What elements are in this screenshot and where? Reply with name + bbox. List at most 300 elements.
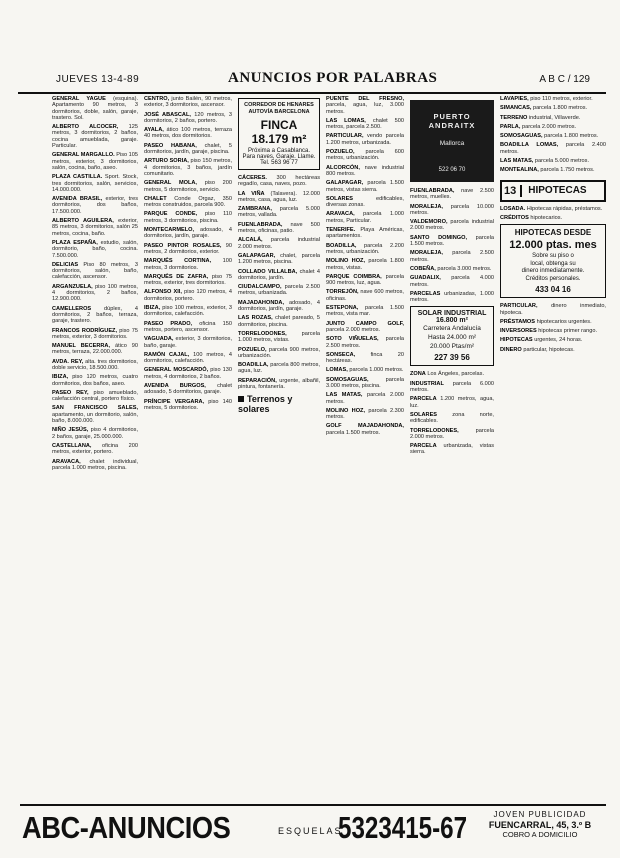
classified-ad	[144, 196, 232, 209]
classified-ad	[144, 289, 232, 302]
classified-ad-body: parcela 10.000 metros.	[410, 203, 494, 216]
classified-ad	[52, 96, 138, 121]
footer-agency-address: FUENCARRAL, 45, 3.º B	[488, 820, 592, 830]
classified-ad-body: parcela 5.000 metros.	[534, 158, 590, 165]
classified-ad	[144, 180, 232, 193]
classified-ad-heading: CÁCERES.	[238, 175, 267, 181]
classified-ad-body: 100 metros, 3 dormitorios.	[144, 258, 232, 271]
classified-ad-heading: MARQUÉS CORTINA,	[144, 258, 212, 265]
classified-ad-body: industrial, Villaverde.	[528, 114, 581, 121]
classified-ad-heading: PLAZA ESPAÑA,	[52, 239, 98, 246]
solar-ad-phone: 227 39 56	[434, 353, 470, 363]
classified-ad-body: piso 100 metros, 4 dormitorios, 2 baños, 12.900.000.	[52, 283, 138, 303]
classified-ad-body: alta. tres dormitorios, doble servicio, 18.500.000.	[52, 358, 138, 371]
classified-ad-body: finca 20 hectáreas.	[326, 351, 404, 365]
classified-ad	[238, 175, 320, 188]
classified-ad	[326, 305, 404, 318]
finca-ad	[238, 98, 320, 170]
classified-ad	[500, 158, 606, 164]
classified-ad-heading: TERRENO	[500, 114, 528, 121]
section-marker-icon	[238, 396, 244, 402]
classified-ad-heading: ALCALÁ,	[238, 237, 263, 244]
classified-ad	[52, 262, 138, 281]
classified-ad	[410, 266, 494, 272]
classified-ad-heading: POZUELO,	[238, 346, 267, 353]
classified-ad-body: hipotecarios urgentes.	[536, 318, 592, 325]
classified-ad-heading: SANTO DOMINGO,	[410, 234, 468, 241]
classified-ad	[52, 306, 138, 325]
footer-agency-note: COBRO A DOMICILIO	[502, 830, 578, 839]
hipotecas-ad-line-4: Créditos personales.	[525, 275, 581, 282]
classified-ad-body: adosado, 4 dormitorios, jardín, garaje.	[238, 299, 320, 313]
andraitx-ad-phone: 522 06 70	[438, 167, 466, 173]
column-1	[52, 96, 138, 804]
classified-ad-body: hipotecas primer rango.	[538, 328, 598, 335]
column-5-list-b	[410, 371, 494, 455]
classified-ad	[144, 383, 232, 396]
classified-ad-heading: NIÑO JESÚS,	[52, 427, 89, 434]
classified-ad	[326, 274, 404, 287]
classified-ad-heading: GALAPAGAR,	[238, 252, 276, 259]
classified-ad-heading: LAS ROZAS,	[238, 315, 273, 322]
solar-industrial-ad	[410, 306, 494, 366]
classified-ad	[238, 331, 320, 344]
classified-ad	[326, 321, 404, 334]
classified-ad-heading: TORREJÓN,	[326, 289, 359, 296]
classified-ad-heading: IBIZA,	[144, 305, 161, 312]
hipotecas-ad-line-3: dinero inmediatamente.	[521, 268, 585, 275]
classified-ad	[410, 412, 494, 425]
classified-ad-heading: MOLINO HOZ,	[326, 407, 366, 414]
finca-ad-phone: Tel. 563 96 77	[260, 160, 298, 166]
classified-ad-body: parcela 2.500 metros.	[410, 250, 494, 263]
classified-ad-heading: ZAMBRANA,	[238, 206, 272, 213]
classified-ad-heading: TENERIFE.	[326, 227, 356, 234]
classified-ad-heading: PARCELA	[410, 396, 437, 403]
classified-ad-heading: PARQUE CONDE,	[144, 211, 198, 218]
classified-ad	[410, 396, 494, 409]
classified-ad	[52, 218, 138, 237]
classified-ad	[52, 152, 138, 171]
classified-ad-heading: MONTECARMELO,	[144, 227, 195, 234]
classified-ad	[144, 258, 232, 271]
footer-agency-name: JOVEN PUBLICIDAD	[493, 810, 587, 819]
classified-ad-heading: CAMELLEROS	[52, 305, 92, 312]
classified-ad	[144, 305, 232, 318]
column-5-list-a	[410, 188, 494, 303]
footer-phone: 5323415-67	[338, 810, 468, 845]
classified-ad-body: urbanizada, vistas sierra.	[410, 443, 494, 456]
classified-ad-heading: AVENIDA BRASIL,	[52, 196, 103, 203]
section-hipotecas-label: HIPOTECAS	[528, 185, 587, 197]
hipotecas-ad-line-1: Sobre su piso o	[532, 253, 574, 260]
classified-ad-body: piso 200 metros, 5 dormitorios, servicio.	[144, 180, 232, 193]
footer-agency	[476, 810, 604, 840]
classified-ad-body: exterior, 85 metros, 3 dormitorios, salón 25 metros, cocina, baño.	[52, 218, 138, 237]
classified-ad-body: ático 90 metros, terraza, 22.000.000.	[52, 343, 138, 356]
classified-ad-heading: FUENLABRADA,	[238, 221, 283, 228]
classified-ad	[52, 374, 138, 387]
classified-ad-heading: PASEO HABANA,	[144, 142, 197, 149]
classified-ad-body: piso amueblado, calefacción central, portero físico.	[52, 389, 138, 403]
classified-ad-body: chalet pareado, 5 dormitorios, piscina.	[238, 315, 320, 328]
classified-ad-body: 1.200 metros, agua, luz.	[410, 396, 494, 409]
classified-ad-body: parcela 2.400 metros.	[500, 142, 606, 155]
footer-brand: ABC-ANUNCIOS	[22, 810, 231, 845]
classified-ad	[238, 269, 320, 282]
classified-ad	[52, 174, 138, 193]
classified-ad	[52, 427, 138, 440]
classified-ad	[326, 196, 404, 209]
classified-ad-heading: BOADILLA,	[238, 362, 269, 369]
classified-ad-body: exterior, tres dormitorios, dos baños, 17.500.000.	[52, 196, 138, 215]
classified-ad-heading: SOMOSAGUAS,	[500, 133, 543, 140]
classified-ad-body: piso 4 dormitorios, 2 baños, garaje, 25.000.000.	[52, 427, 138, 440]
classified-ad-heading: LOSADA.	[500, 205, 526, 212]
classified-ad-body: piso 140 metros, 5 dormitorios.	[144, 398, 232, 411]
classified-ad	[238, 253, 320, 266]
classified-ad-heading: RAMÓN CAJAL,	[144, 351, 190, 358]
classified-ad-body: parcela 800 metros, agua, luz.	[238, 362, 320, 375]
classified-ad-heading: ALBERTO ALCOCER,	[52, 124, 119, 131]
classified-ad-body: parcela 1.800 metros.	[532, 105, 588, 112]
classified-ad-body: Los Ángeles, parcelas.	[427, 371, 485, 378]
classified-ad-heading: LAS MATAS,	[500, 158, 534, 165]
classified-ad-heading: ARAVACA,	[326, 211, 355, 218]
classified-ad-heading: CIUDALCAMPO,	[238, 284, 282, 291]
classified-ad	[410, 443, 494, 456]
classified-ad	[410, 275, 494, 288]
classified-ad-heading: ALFONSO XII,	[144, 289, 182, 296]
classified-ad-body: chalet 4 dormitorios, jardín.	[238, 268, 320, 281]
classified-ad	[500, 206, 606, 212]
classified-ad-body: piso 130 metros, 4 dormitorios, 2 baños.	[144, 367, 232, 380]
puerto-andraitx-ad	[410, 100, 494, 182]
classified-ad-body: adosado, 4 dormitorios, jardín, garaje.	[144, 227, 232, 240]
classified-ad	[144, 158, 232, 177]
classified-ad-body: Playa Américas, apartamentos.	[326, 227, 404, 240]
column-3-list	[238, 175, 320, 390]
finca-ad-line-2: AUTOVÍA BARCELONA	[248, 109, 310, 115]
classified-ad-heading: PARTICULAR,	[326, 133, 364, 140]
hipotecas-ad-title: HIPOTECAS DESDE	[514, 228, 592, 238]
classified-ad-heading: POZUELO,	[326, 149, 355, 156]
footer-esquelas: ESQUELAS	[278, 826, 343, 836]
classified-ad-heading: SOLARES	[410, 411, 438, 418]
classified-ad-heading: MANUEL BECERRA,	[52, 343, 111, 350]
classified-ad-heading: SAN FRANCISCO SALES,	[52, 405, 138, 412]
column-6-list-b	[500, 206, 606, 222]
classified-ad-heading: SIMANCAS,	[500, 105, 532, 112]
classified-ad-body: urbanizadas, 1.000 metros.	[410, 290, 494, 304]
classified-ad-body: piso 110 metros, exterior.	[530, 96, 593, 102]
classified-ad-heading: MARQUÉS DE ZAFRA,	[144, 273, 209, 280]
classified-ad-body: parcela 600 metros, urbanización.	[326, 149, 404, 162]
classified-ad-body: piso 75 metros, exterior, 3 dormitorios.	[52, 327, 138, 340]
classified-ad-body: apartamento, un dormitorio, salón, baño, 8.000.000.	[52, 411, 138, 425]
column-4	[326, 96, 404, 804]
classified-ad-heading: FRANCOS RODRÍGUEZ,	[52, 327, 118, 334]
andraitx-ad-title: PUERTO ANDRAITX	[428, 112, 476, 130]
classified-ad	[144, 352, 232, 365]
classified-ad-heading: MOLINO HOZ,	[326, 258, 366, 265]
classified-ad-body: parcela 2.000 metros.	[326, 392, 404, 405]
classified-ad-body: piso 75 metros, exterior, tres dormitorios.	[144, 273, 232, 287]
classified-ad-heading: CHALET	[144, 195, 167, 202]
classified-ad-body: 90 metros, 2 dormitorios, exterior.	[144, 242, 232, 255]
classified-ad-body: parcela 2.200 metros, urbanización.	[326, 242, 404, 255]
finca-ad-text: Próxima a Casablanca. Para naves, Garaje. Llame.	[242, 148, 316, 160]
classified-ad-body: nave industrial 800 metros.	[326, 164, 404, 177]
classified-ad-body: Piso 80 metros, 3 dormitorios, salón, baño, calefacción, ascensor.	[52, 261, 138, 281]
finca-ad-headline: FINCA 18.179 m²	[251, 118, 307, 146]
classified-ad-heading: SOTO VIÑUELAS,	[326, 336, 379, 343]
classified-ad-body: chalet, 5 dormitorios, jardín, garaje, piscina.	[144, 142, 232, 156]
classified-ad-body: edificables, diversas zonas.	[326, 195, 404, 209]
classified-ad	[52, 343, 138, 356]
classified-ad	[144, 243, 232, 256]
classified-ad-body: vendo parcela 1.200 metros, urbanizada.	[326, 133, 404, 146]
classified-ad	[52, 359, 138, 372]
classified-ad-body: oficina 150 metros, portero, ascensor.	[144, 320, 232, 333]
classified-ad	[238, 315, 320, 328]
classified-ad	[500, 105, 606, 111]
classified-ad-heading: SONSECA,	[326, 351, 356, 358]
classified-ad	[52, 405, 138, 424]
classified-ad	[500, 124, 606, 130]
classified-ad	[144, 96, 232, 109]
classified-ad-heading: AVDA. REY,	[52, 358, 84, 365]
page-footer	[20, 804, 606, 856]
classified-ad-body: parcela 4.000 metros.	[410, 275, 494, 288]
issue-date: JUEVES 13-4-89	[56, 74, 140, 85]
hipotecas-ad-phone: 433 04 16	[535, 285, 571, 295]
classified-ad	[52, 284, 138, 303]
classified-ad	[500, 142, 606, 155]
classified-ad-heading: GOLF MAJADAHONDA,	[326, 423, 404, 430]
classified-ad-body: chalet adosado, 5 dormitorios, garaje.	[144, 382, 232, 396]
classified-ad	[238, 347, 320, 360]
classified-ad-body: nave 500 metros, oficinas, patio.	[238, 221, 320, 235]
classified-ad-heading: LAS MATAS,	[326, 392, 363, 399]
classified-ad-body: piso 120 metros, cuatro dormitorios, dos baños, aseo.	[52, 374, 138, 387]
classified-ad	[326, 336, 404, 349]
classified-ad-body: urgentes, 24 horas.	[534, 337, 583, 344]
classified-ad	[326, 180, 404, 193]
classified-ad-body: parcela 2.000 metros.	[326, 326, 381, 333]
classified-ad-heading: GENERAL MOSCARDÓ,	[144, 367, 209, 374]
classified-ad-heading: GUADALIX,	[410, 275, 441, 282]
classified-ad-body: parcela industrial 2.000 metros.	[410, 219, 494, 232]
classified-ad	[326, 408, 404, 421]
classified-ad	[500, 167, 606, 173]
classified-ad-heading: DELICIAS	[52, 261, 79, 268]
classified-ad-heading: PRÍNCIPE VERGARA,	[144, 398, 205, 405]
classified-ad-heading: PASEO REY,	[52, 389, 89, 396]
page-header	[18, 70, 606, 94]
classified-ad-body: dúplex, 4 dormitorios, 2 baños, terraza, garaje, trastero.	[52, 305, 138, 325]
classified-ad-heading: SOLARES	[326, 195, 354, 202]
classified-ad	[238, 222, 320, 235]
classified-ad-heading: ARGANZUELA,	[52, 283, 93, 290]
classified-ad-heading: BOADILLA,	[326, 242, 357, 249]
classified-ad-body: (esquina). Apartamento 90 metros, 3 dormitorios, doble, salón, garaje, trastero. Sol.	[52, 96, 138, 121]
classified-ad-body: parcela 2.500 metros, urbanizada.	[238, 284, 320, 297]
classified-ad	[238, 191, 320, 204]
classified-ad-body: 300 hectáreas regadío, casa, naves, pozo.	[238, 175, 320, 188]
classified-ad	[144, 112, 232, 125]
classified-ad-heading: SOMOSAGUAS,	[326, 376, 369, 383]
classified-ad	[52, 124, 138, 149]
classified-ad-heading: ESTEPONA,	[326, 305, 359, 312]
classified-ad-body: parcela 1.000 metros, vistas.	[238, 330, 320, 344]
column-6-list-c	[500, 303, 606, 353]
classified-ad-body: parcela, agua, luz, 3.000 metros.	[326, 102, 404, 115]
classified-ad	[500, 115, 606, 121]
classified-ad	[500, 96, 606, 102]
classified-ad-heading: BOADILLA LOMAS,	[500, 142, 559, 149]
classified-ad	[326, 211, 404, 224]
classified-ad	[326, 133, 404, 146]
classified-ad-body: Sport. Stock, tres dormitorios, salón, servicios, 14.000.000.	[52, 174, 138, 193]
classified-ad-body: parcela 900 metros, urbanización.	[238, 346, 320, 359]
classified-ad-body: dinero inmediato, hipoteca.	[500, 303, 606, 316]
classified-ad	[238, 237, 320, 250]
classified-ad	[326, 227, 404, 240]
classified-ad-body: hipotecarios.	[530, 214, 563, 221]
classified-ad-heading: ARTURO SORIA,	[144, 158, 189, 165]
classified-ad-heading: ARAVACA,	[52, 458, 81, 465]
classified-ad	[144, 274, 232, 287]
classified-ad-body: parcela 2.000 metros.	[521, 123, 577, 130]
classified-ad	[326, 258, 404, 271]
classified-ad-body: Conde Orgaz, 350 metros construidos, parcela 900.	[144, 195, 232, 209]
classified-ad-body: chalet individual, parcela 1.000 metros, piscina.	[52, 458, 138, 471]
classified-ad-heading: PRÉSTAMOS	[500, 318, 536, 325]
section-terrenos	[238, 394, 320, 414]
classified-ad-heading: LA VIÑA	[238, 190, 265, 197]
classified-ad-body: piso 120 metros, 4 dormitorios, portero.	[144, 289, 232, 302]
classified-ad-heading: AVENIDA BURGOS,	[144, 382, 206, 389]
classified-ad-body: junto Bailén, 90 metros, exterior, 3 dormitorios, ascensor.	[144, 96, 232, 109]
column-6	[500, 96, 606, 804]
classified-ad-heading: HIPOTECAS	[500, 337, 533, 344]
classified-ad-heading: PASEO PINTOR ROSALES,	[144, 242, 222, 249]
classified-ad-heading: TORRELODONES,	[238, 330, 287, 337]
page-number: A B C / 129	[539, 74, 590, 85]
classified-ad	[144, 227, 232, 240]
classified-ad-body: parcela 2.500 metros.	[326, 336, 404, 349]
classified-ad	[410, 250, 494, 263]
classified-ad-heading: CENTRO,	[144, 96, 170, 102]
classified-ad-body: parcela 1.500 metros, vista mar.	[326, 305, 404, 318]
classified-ad-body: parcela 1.500 metros, vistas sierra.	[326, 180, 404, 193]
classified-ad	[52, 328, 138, 341]
classified-ad	[52, 390, 138, 403]
classified-ad-heading: PARQUE COIMBRA,	[326, 273, 382, 280]
classified-ad-body: parcela 1.800 metros.	[544, 133, 599, 140]
classified-ad-body: parcela 900 metros, luz, agua.	[326, 273, 404, 287]
classified-ad-body: parcela 1.750 metros.	[540, 167, 595, 174]
classified-ad	[500, 303, 606, 316]
classified-ad-heading: AYALA,	[144, 127, 164, 134]
classified-ad	[410, 219, 494, 232]
classified-ad-heading: PARCELA	[410, 443, 437, 450]
classified-ad-heading: REPARACIÓN,	[238, 377, 277, 384]
classified-ad	[500, 337, 606, 343]
classified-ad-body: piso 100 metros, exterior, 3 dormitorios, calefacción.	[144, 305, 232, 318]
classified-ad	[144, 211, 232, 224]
classified-ad-heading: JOSÉ ABASCAL,	[144, 111, 191, 118]
classified-ad-heading: LOMAS,	[326, 367, 348, 374]
classified-ad-body: chalet 500 metros, parcela 2.500.	[326, 117, 404, 131]
classified-ad-heading: CASTELLANA,	[52, 442, 92, 449]
classified-ad-heading: ZONA	[410, 371, 426, 378]
classified-ad	[326, 165, 404, 178]
classified-ad-heading: PARTICULAR,	[500, 303, 538, 310]
classified-ad-heading: LAS LOMAS,	[326, 117, 366, 124]
classified-ad-heading: INDUSTRIAL	[410, 380, 444, 387]
solar-ad-size: 16.800 m²	[436, 317, 468, 325]
classified-ad-heading: CRÉDITOS	[500, 214, 529, 221]
classified-ad-body: Piso 105 metros, exterior, 3 dormitorios, salón, cocina, baño, aseo.	[52, 152, 138, 171]
classified-ad-heading: PASEO PRADO,	[144, 320, 193, 327]
classified-ad	[238, 300, 320, 313]
column-6-list-a	[500, 96, 606, 174]
classified-ad-heading: IBIZA,	[52, 374, 69, 381]
classified-ad	[144, 336, 232, 349]
classified-ad-heading: JUNTO CAMPO GOLF,	[326, 320, 404, 327]
classified-ad	[52, 196, 138, 215]
classified-ad-heading: PARLA,	[500, 123, 521, 130]
classified-ad-heading: PLAZA CASTILLA.	[52, 174, 103, 181]
classified-ad	[500, 319, 606, 325]
section-terrenos-label: Terrenos y solares	[238, 394, 293, 415]
classified-ad-body: estudio, salón, dormitorio, baño, cocina. 7.500.000.	[52, 239, 138, 259]
classified-ad	[144, 143, 232, 156]
classified-ad	[326, 392, 404, 405]
classified-ad	[238, 284, 320, 297]
classified-ad-body: parcela 1.000 metros.	[349, 367, 404, 374]
classified-ad-body: 100 metros, 4 dormitorios, calefacción.	[144, 351, 232, 365]
classified-ad-body: exterior, 3 dormitorios, baño, garaje.	[144, 336, 232, 349]
classified-ad-heading: LAVAPIÉS,	[500, 96, 529, 102]
classified-ad-body: nave 600 metros, oficinas.	[326, 289, 404, 302]
classified-ad-heading: MORALEJA,	[410, 250, 443, 257]
page-title: ANUNCIOS POR PALABRAS	[228, 70, 438, 86]
hipotecas-ad-line-2: local, obtenga su	[530, 260, 576, 267]
section-hipotecas	[500, 180, 606, 202]
classified-ad-body: (Talavera). 12.000 metros, casa, agua, luz.	[238, 190, 320, 203]
classified-ad-heading: GENERAL MOLA,	[144, 180, 197, 187]
classified-ad-body: chalet, parcela 1.200 metros, piscina.	[238, 252, 320, 266]
classified-ad-heading: MAJADAHONDA,	[238, 299, 284, 306]
classified-ad-body: parcela 2.300 metros.	[326, 407, 404, 421]
classified-ad	[410, 204, 494, 217]
classified-ad-heading: ALCORCÓN,	[326, 164, 360, 171]
classified-ad	[326, 149, 404, 162]
classified-ad-body: parcela 2.000 metros.	[410, 427, 494, 440]
finca-ad-line-1: CORREDOR DE HENARES	[244, 102, 314, 108]
classified-ad-heading: GENERAL MARGALLO.	[52, 152, 115, 159]
classified-ad-heading: PUENTE DEL FRESNO,	[326, 96, 404, 102]
classified-ad-body: particular, hipotecas.	[523, 346, 575, 353]
solar-ad-title: SOLAR INDUSTRIAL	[417, 310, 487, 318]
classified-ad-body: parcela 1.500 metros.	[410, 234, 494, 248]
classified-ad-heading: COBEÑA,	[410, 265, 436, 272]
classified-ad-body: nave 2.500 metros, muelles.	[410, 188, 494, 201]
classified-ad	[500, 215, 606, 221]
